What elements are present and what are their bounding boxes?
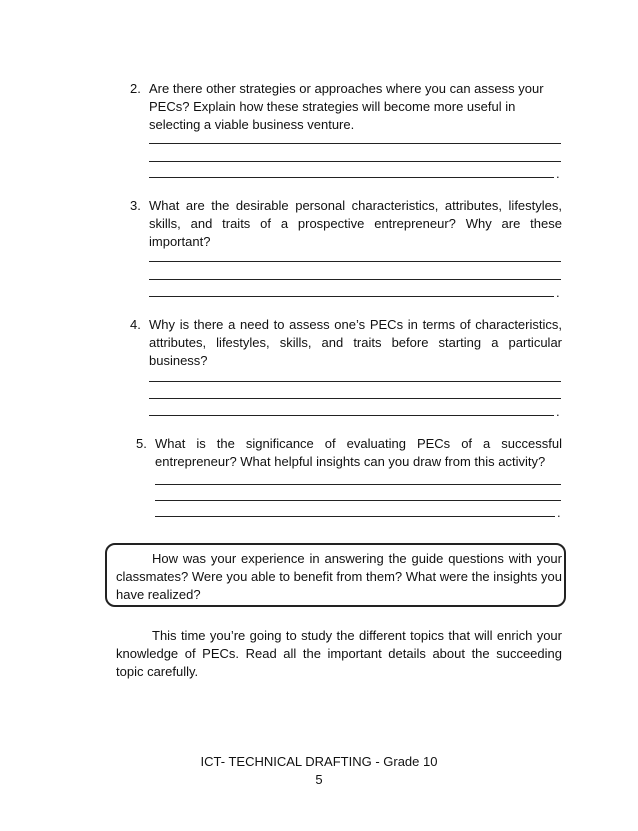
answer-end-mark: .: [556, 166, 560, 181]
answer-line[interactable]: [149, 177, 554, 178]
answer-line[interactable]: [155, 484, 561, 485]
question-text: What are the desirable personal characteristics, attributes, lifestyles, skills, and traits of a prospective entrepreneur? Why are these important?: [149, 198, 562, 249]
answer-end-mark: .: [556, 285, 560, 300]
answer-line[interactable]: [155, 516, 555, 517]
question-5: [136, 435, 562, 471]
question-text: Are there other strategies or approaches where you can assess your PECs? Explain how these strategies will become more useful in selecting a viable business venture.: [149, 81, 544, 132]
intro-paragraph: This time you’re going to study the different topics that will enrich your knowledge of PECs. Read all the important details about the succeeding topic carefully.: [116, 628, 562, 679]
question-number: 5.: [136, 436, 147, 451]
answer-line[interactable]: [149, 279, 561, 280]
page-footer: [0, 753, 638, 789]
question-number: 2.: [130, 81, 141, 96]
question-number: 3.: [130, 198, 141, 213]
answer-line[interactable]: [155, 500, 561, 501]
page-number: 5: [315, 772, 323, 787]
answer-line[interactable]: [149, 381, 561, 382]
answer-line[interactable]: [149, 161, 561, 162]
reflection-text: How was your experience in answering the guide questions with your classmates? Were you able to benefit from them? What were the insights you have realized?: [116, 551, 562, 602]
question-number: 4.: [130, 317, 141, 332]
answer-end-mark: .: [557, 505, 561, 520]
answer-line[interactable]: [149, 415, 554, 416]
question-3: [130, 197, 562, 251]
answer-line[interactable]: [149, 143, 561, 144]
answer-line[interactable]: [149, 261, 561, 262]
answer-end-mark: .: [556, 404, 560, 419]
answer-line[interactable]: [149, 398, 561, 399]
question-text: What is the significance of evaluating PECs of a successful entrepreneur? What helpful insights can you draw from this activity?: [155, 436, 562, 469]
question-2: [130, 80, 562, 134]
footer-course: ICT- TECHNICAL DRAFTING - Grade 10: [200, 754, 438, 769]
question-4: [130, 316, 562, 370]
answer-line[interactable]: [149, 296, 554, 297]
question-text: Why is there a need to assess one’s PECs in terms of characteristics, attributes, lifestyles, skills, and traits before starting a particular business?: [149, 317, 562, 368]
